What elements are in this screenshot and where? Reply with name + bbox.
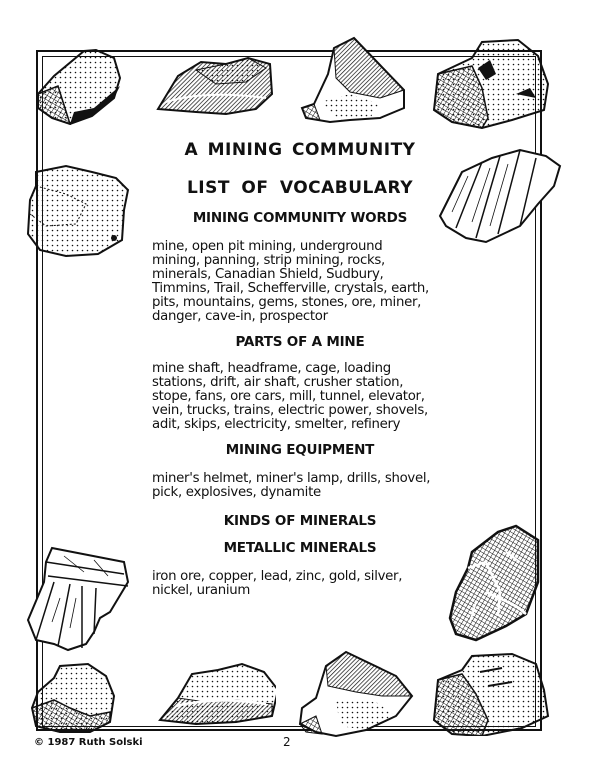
rock-top-right-icon (432, 38, 552, 130)
vocab-line: Timmins, Trail, Schefferville, crystals, earth, (152, 281, 429, 296)
vocab-line: vein, trucks, trains, electric power, shovels, (152, 403, 428, 418)
vocab-line: danger, cave-in, prospector (152, 309, 328, 324)
section-heading-metallic-minerals: METALLIC MINERALS (223, 540, 377, 556)
section-body-parts-of-a-mine (152, 362, 442, 432)
vocab-line: iron ore, copper, lead, zinc, gold, silver, (152, 569, 403, 584)
rock-bottom-center-right-icon (296, 646, 416, 738)
section-heading-mining-equipment: MINING EQUIPMENT (225, 442, 375, 458)
rock-top-left-icon (34, 46, 124, 126)
section-heading-mining-community-words: MINING COMMUNITY WORDS (192, 210, 408, 226)
rock-bottom-left-icon (30, 662, 116, 734)
vocab-line: stations, drift, air shaft, crusher station, (152, 375, 404, 390)
rock-left-upper-icon (26, 164, 130, 258)
page-number: 2 (283, 735, 291, 749)
vocab-line: stope, fans, ore cars, mill, tunnel, elevator, (152, 389, 425, 404)
rock-right-lower-icon (446, 522, 546, 642)
vocab-line: pick, explosives, dynamite (152, 485, 321, 500)
vocab-line: pits, mountains, gems, stones, ore, miner, (152, 295, 422, 310)
vocab-line: minerals, Canadian Shield, Sudbury, (152, 267, 384, 282)
section-body-mining-community-words (152, 240, 442, 324)
page-title: A MINING COMMUNITY (184, 140, 416, 160)
section-body-metallic-minerals (152, 570, 442, 598)
vocab-line: adit, skips, electricity, smelter, refinery (152, 417, 401, 432)
rock-top-center-right-icon (300, 34, 416, 124)
vocab-line: mine shaft, headframe, cage, loading (152, 361, 391, 376)
copyright-notice: © 1987 Ruth Solski (34, 737, 143, 748)
rock-bottom-center-left-icon (156, 660, 276, 726)
section-heading-kinds-of-minerals: KINDS OF MINERALS (223, 513, 377, 529)
vocab-line: nickel, uranium (152, 583, 251, 598)
rock-bottom-right-icon (432, 650, 550, 736)
crystal-right-upper-icon (436, 146, 566, 244)
crystal-left-lower-icon (24, 542, 130, 654)
vocab-line: mine, open pit mining, underground (152, 239, 383, 254)
section-body-mining-equipment (152, 472, 442, 500)
page-subtitle: LIST OF VOCABULARY (186, 178, 414, 198)
section-heading-parts-of-a-mine: PARTS OF A MINE (235, 334, 365, 350)
vocab-line: miner's helmet, miner's lamp, drills, shovel, (152, 471, 431, 486)
vocab-line: mining, panning, strip mining, rocks, (152, 253, 385, 268)
rock-top-center-left-icon (156, 54, 276, 116)
